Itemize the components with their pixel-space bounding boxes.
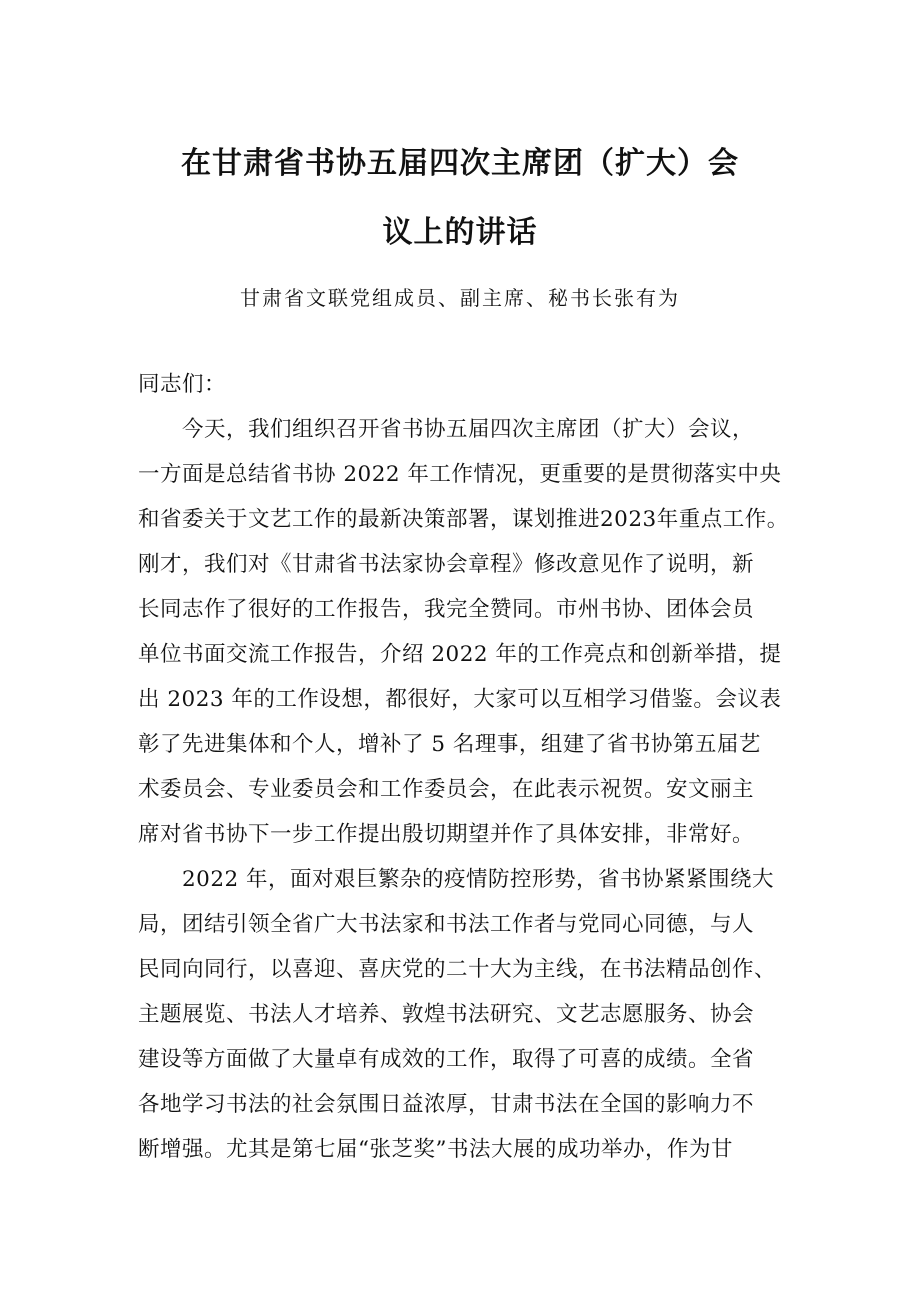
paragraph-line: 一方面是总结省书协 2022 年工作情况，更重要的是贯彻落实中央 bbox=[138, 462, 782, 487]
paragraph-line: 术委员会、专业委员会和工作委员会，在此表示祝贺。安文丽主 bbox=[138, 777, 755, 802]
paragraph-line: 断增强。尤其是第七届“张芝奖”书法大展的成功举办，作为甘 bbox=[138, 1137, 733, 1162]
paragraph-line: 刚才，我们对《甘肃省书法家协会章程》修改意见作了说明，新 bbox=[138, 552, 755, 577]
document-title-line-2: 议上的讲话 bbox=[382, 215, 538, 250]
paragraph-line: 长同志作了很好的工作报告，我完全赞同。市州书协、团体会员 bbox=[138, 597, 755, 622]
salutation: 同志们： bbox=[138, 372, 227, 397]
paragraph-line: 各地学习书法的社会氛围日益浓厚，甘肃书法在全国的影响力不 bbox=[138, 1092, 755, 1117]
paragraph-line: 出 2023 年的工作设想，都很好，大家可以互相学习借鉴。会议表 bbox=[138, 687, 782, 712]
paragraph-line: 和省委关于文艺工作的最新决策部署，谋划推进2023年重点工作。 bbox=[138, 507, 789, 532]
paragraph-line: 2022 年，面对艰巨繁杂的疫情防控形势，省书协紧紧围绕大 bbox=[182, 867, 775, 892]
paragraph-line: 建设等方面做了大量卓有成效的工作，取得了可喜的成绩。全省 bbox=[138, 1047, 755, 1072]
paragraph-line: 民同向同行，以喜迎、喜庆党的二十大为主线，在书法精品创作、 bbox=[138, 957, 777, 982]
paragraph-line: 彰了先进集体和个人，增补了 5 名理事，组建了省书协第五届艺 bbox=[138, 732, 761, 757]
paragraph-line: 主题展览、书法人才培养、敦煌书法研究、文艺志愿服务、协会 bbox=[138, 1002, 755, 1027]
author-byline: 甘肃省文联党组成员、副主席、秘书长张有为 bbox=[240, 286, 680, 310]
paragraph-line: 单位书面交流工作报告，介绍 2022 年的工作亮点和创新举措，提 bbox=[138, 642, 782, 667]
document-title-line-1: 在甘肃省书协五届四次主席团（扩大）会 bbox=[181, 146, 739, 181]
paragraph-line: 局，团结引领全省广大书法家和书法工作者与党同心同德，与人 bbox=[138, 912, 755, 937]
paragraph-line: 席对省书协下一步工作提出殷切期望并作了具体安排，非常好。 bbox=[138, 822, 755, 847]
paragraph-line: 今天，我们组织召开省书协五届四次主席团（扩大）会议， bbox=[182, 417, 755, 442]
